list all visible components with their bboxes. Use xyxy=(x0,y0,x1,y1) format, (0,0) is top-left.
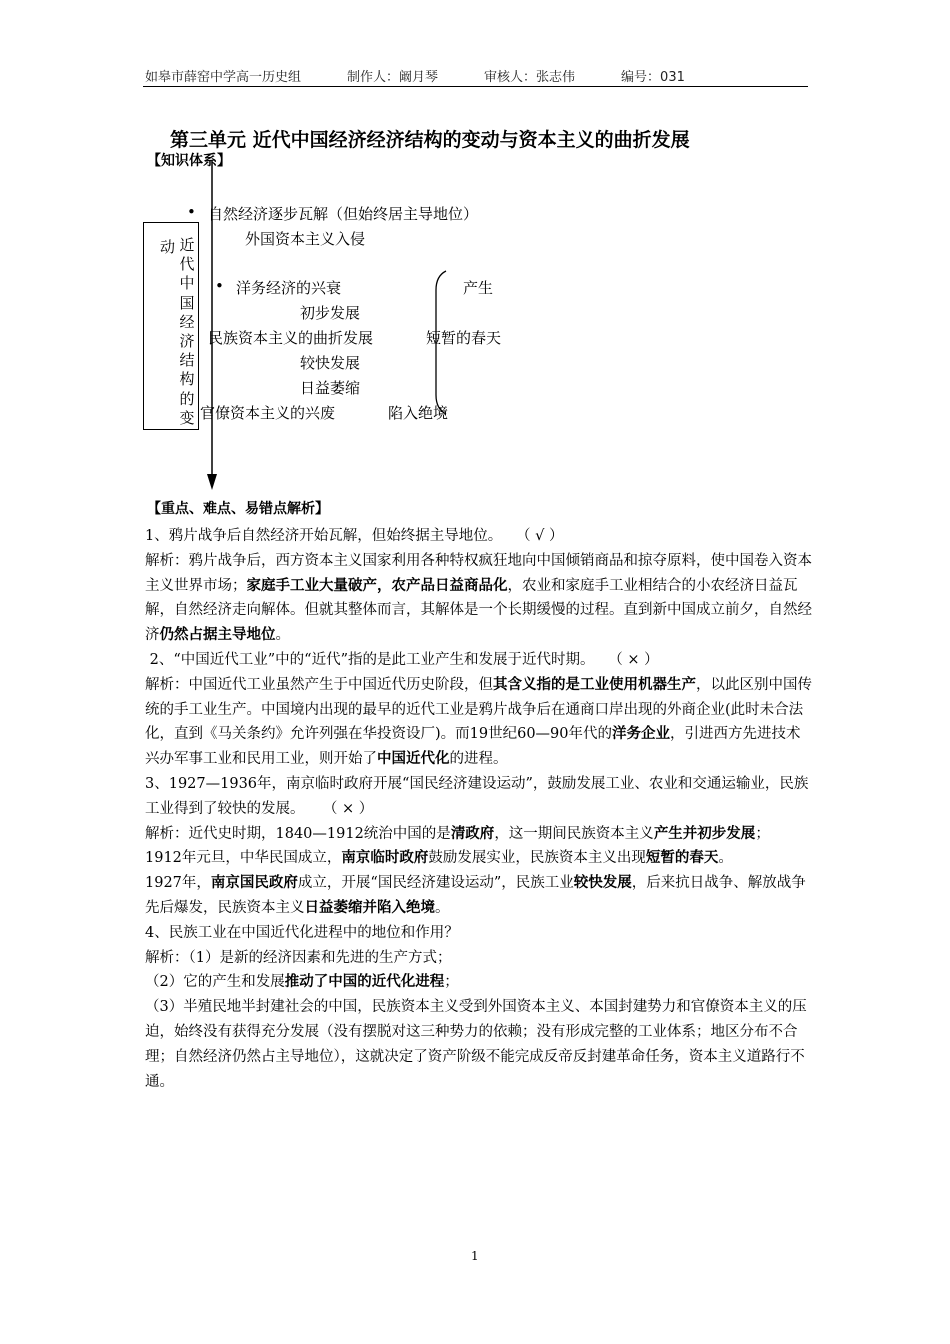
diagram-item-origin: 产生 xyxy=(463,279,494,297)
diagram-item-bureaucratic: 官僚资本主义的兴废 xyxy=(200,404,336,422)
point-4-analysis-1: 解析：（1）是新的经济因素和先进的生产方式； xyxy=(145,949,452,966)
analysis-body xyxy=(145,524,813,1094)
point-1-statement: 1、鸦片战争后自然经济开始瓦解，但始终据主导地位。 （ √ ） xyxy=(145,528,564,544)
diagram-item-natural-economy: 自然经济逐步瓦解（但始终居主导地位） xyxy=(208,205,479,223)
point-3-analysis-1912: 1912年元旦，中华民国成立，南京临时政府鼓励发展实业，民族资本主义出现短暂的春天。 xyxy=(145,849,733,867)
point-1-analysis: 解析：鸦片战争后，西方资本主义国家利用各种特权疯狂地向中国倾销商品和掠夺原料，使中国卷入资本主义世界市场；家庭手工业大量破产，农产品日益商品化，农业和家庭手工业相结合的小农经济日益瓦解，自然经济走向解体。但就其整体而言，其解体是一个长期缓慢的过程。直到新中国成立前夕，自然经济仍然占据主导地位。 xyxy=(145,552,812,644)
diagram-vertical-label: 近 代 中 国 经 济 结 构 的 变 xyxy=(179,236,195,427)
point-4-statement: 4、民族工业在中国近代化进程中的地位和作用？ xyxy=(145,924,459,941)
header-reviewer: 审核人：张志伟 xyxy=(484,70,576,85)
section-knowledge: 【知识体系】 xyxy=(147,153,231,169)
diagram-lines xyxy=(0,0,950,500)
point-3-analysis: 解析：近代史时期，1840—1912统治中国的是清政府，这一期间民族资本主义产生并初步发展； xyxy=(145,824,770,842)
point-3-analysis-1927: 1927年，南京国民政府成立，开展“国民经济建设运动”，民族工业较快发展，后来抗日战争、解放战争先后爆发，民族资本主义日益萎缩并陷入绝境。 xyxy=(145,874,806,916)
diagram-item-desperate: 陷入绝境 xyxy=(388,404,449,422)
header-author: 制作人：阚月琴 xyxy=(347,70,439,85)
point-4-analysis-3: （3）半殖民地半封建社会的中国，民族资本主义受到外国资本主义、本国封建势力和官僚资本主义的压迫，始终没有获得充分发展（没有摆脱对这三种势力的依赖；没有形成完整的工业体系；地区分布不合理；自然经济仍然占主导地位），这就决定了资产阶级不能完成反帝反封建革命任务，资本主义道路行不通。 xyxy=(145,999,807,1090)
point-4-analysis-2: （2）它的产生和发展推动了中国的近代化进程； xyxy=(145,973,459,991)
page-number: 1 xyxy=(471,1249,479,1263)
point-2-analysis: 解析：中国近代工业虽然产生于中国近代历史阶段，但其含义指的是工业使用机器生产，以此区别中国传统的手工业生产。中国境内出现的最早的近代工业是鸦片战争后在通商口岸出现的外商企业(此时未合法化，直到《马关条约》允许列强在华投资设厂)。而19世纪60—90年代的洋务企业，引进西方先进技术兴办军事工业和民用工业，则开始了中国近代化的进程。 xyxy=(145,675,812,768)
point-3-statement: 3、1927—1936年，南京临时政府开展“国民经济建设运动”，鼓励发展工业、农业和交通运输业，民族工业得到了较快的发展。 （ × ） xyxy=(145,775,809,817)
point-2-statement: 2、“中国近代工业”中的“近代”指的是此工业产生和发展于近代时期。 （ × ） xyxy=(145,651,659,668)
diagram-item-initial: 初步发展 xyxy=(300,304,361,322)
down-arrow-icon xyxy=(207,474,217,490)
header-number: 编号：031 xyxy=(621,70,685,85)
section-analysis: 【重点、难点、易错点解析】 xyxy=(147,501,329,517)
page-title: 第三单元 近代中国经济经济结构的变动与资本主义的曲折发展 xyxy=(170,129,690,151)
diagram-item-national-capital: 民族资本主义的曲折发展 xyxy=(208,329,374,347)
bullet-icon: • xyxy=(187,203,196,221)
diagram-item-rapid: 较快发展 xyxy=(300,354,361,372)
diagram-item-shrinking: 日益萎缩 xyxy=(300,379,361,397)
header-school: 如皋市薛窑中学高一历史组 xyxy=(145,70,302,85)
bullet-icon: • xyxy=(215,277,224,295)
diagram-item-foreign-capital: 外国资本主义入侵 xyxy=(245,230,366,248)
diagram-item-yangwu: 洋务经济的兴衰 xyxy=(236,279,342,297)
diagram-vlabel-first: 动 xyxy=(160,238,176,256)
diagram-item-spring: 短暂的春天 xyxy=(426,329,502,347)
